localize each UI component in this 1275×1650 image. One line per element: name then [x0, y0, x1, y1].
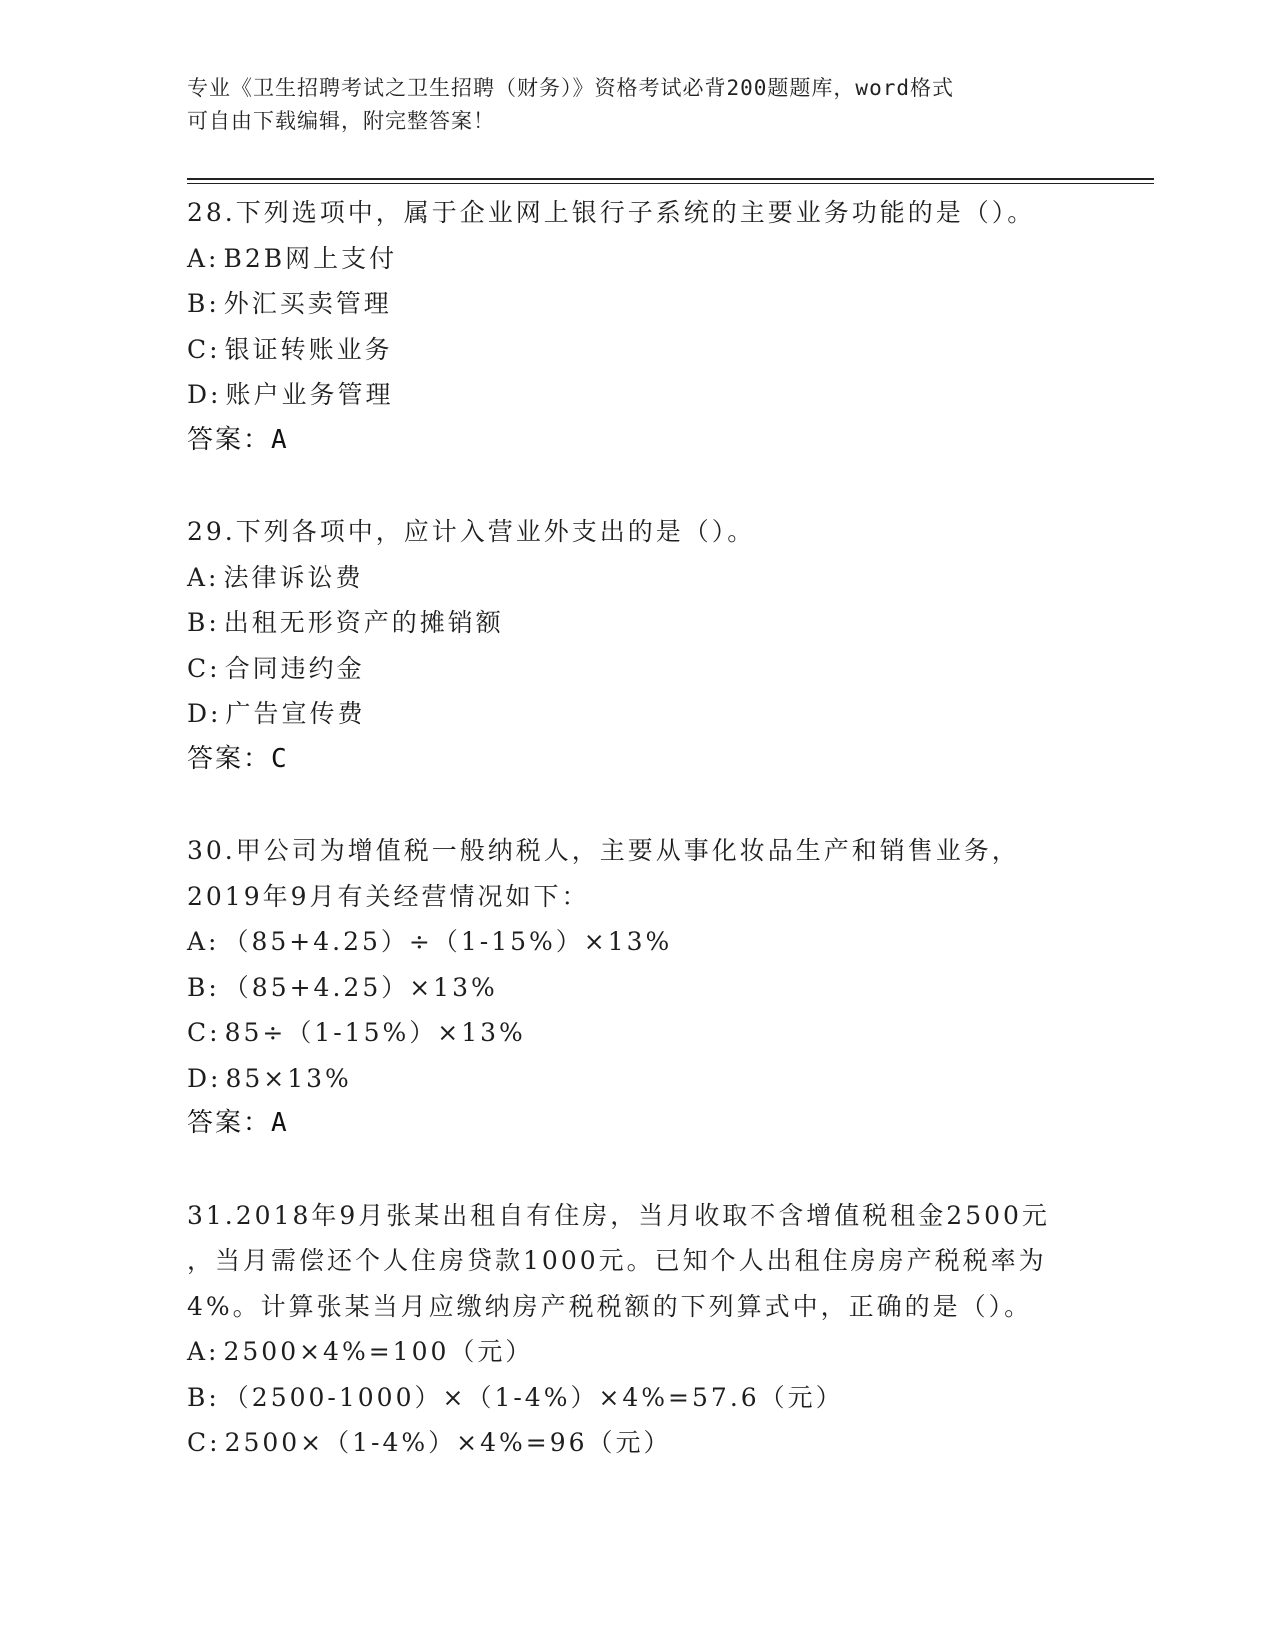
option-key: A: [187, 927, 220, 956]
option-d [187, 372, 1087, 418]
option-a [187, 236, 1087, 282]
question-list [187, 190, 1087, 1512]
option-key: A: [187, 562, 220, 592]
answer-line [187, 737, 1087, 783]
option-key: C: [187, 1428, 221, 1457]
option-d [187, 1056, 1087, 1102]
answer-label: 答案： [187, 1108, 272, 1138]
question-stem-line-1: 30.甲公司为增值税一般纳税人，主要从事化妆品生产和销售业务， [187, 836, 1020, 865]
header-divider-thick [187, 178, 1154, 180]
option-text: （85+4.25）÷（1-15%）×13% [223, 927, 673, 956]
answer-line [187, 418, 1087, 464]
answer-label: 答案： [187, 743, 272, 774]
question-stem-line-2: 2019年9月有关经营情况如下： [187, 881, 590, 911]
option-key: B: [187, 608, 220, 637]
option-key: A: [187, 1337, 220, 1366]
option-text: 出租无形资产的摊销额 [223, 608, 504, 637]
question-30 [187, 828, 1087, 1147]
option-key: D: [187, 1063, 222, 1093]
answer-line [187, 1101, 1087, 1147]
option-text: 银证转账业务 [224, 334, 393, 364]
option-key: C: [187, 1018, 221, 1047]
option-key: D: [187, 380, 222, 409]
option-key: C: [187, 653, 221, 683]
answer-value: A [271, 424, 289, 455]
option-b [187, 600, 1087, 646]
option-b [187, 1375, 1087, 1421]
option-c [187, 1420, 1087, 1466]
question-stem-line-2: ，当月需偿还个人住房贷款1000元。已知个人出租住房房产税税率为 [187, 1246, 1047, 1275]
option-c [187, 327, 1087, 373]
option-a [187, 555, 1087, 601]
answer-label: 答案： [187, 424, 272, 455]
option-text: 2500×（1-4%）×4%=96（元） [224, 1428, 672, 1457]
question-stem-line-1: 31.2018年9月张某出租自有住房，当月收取不含增值税租金2500元 [187, 1200, 1050, 1230]
option-text: （2500-1000）×（1-4%）×4%=57.6（元） [223, 1382, 844, 1412]
option-key: D: [187, 699, 222, 728]
option-a [187, 1329, 1087, 1375]
option-text: 85×13% [225, 1063, 352, 1093]
option-key: B: [187, 972, 220, 1002]
option-key: B: [187, 289, 220, 318]
header-line-1: 专业《卫生招聘考试之卫生招聘（财务）》资格考试必背200题题库，word格式 [187, 76, 954, 100]
option-text: 合同违约金 [224, 653, 365, 683]
option-text: 账户业务管理 [225, 380, 394, 409]
question-stem-line-3: 4%。计算张某当月应缴纳房产税税额的下列算式中，正确的是（）。 [187, 1291, 1033, 1321]
option-c [187, 646, 1087, 692]
answer-value: A [271, 1108, 289, 1138]
option-text: 85÷（1-15%）×13% [224, 1018, 526, 1047]
question-31 [187, 1193, 1087, 1466]
question-29 [187, 509, 1087, 782]
option-key: C: [187, 334, 221, 364]
option-d [187, 691, 1087, 737]
option-text: 法律诉讼费 [223, 562, 364, 592]
option-key: B: [187, 1382, 220, 1412]
question-stem: 28.下列选项中，属于企业网上银行子系统的主要业务功能的是（）。 [187, 198, 1036, 227]
question-28 [187, 190, 1087, 463]
header-divider-thin [187, 183, 1154, 184]
option-text: （85+4.25）×13% [223, 972, 498, 1002]
answer-value: C [271, 743, 289, 774]
header-line-2: 可自由下载编辑，附完整答案！ [187, 109, 495, 133]
option-key: A: [187, 243, 220, 273]
option-text: 外汇买卖管理 [223, 289, 392, 318]
option-text: 广告宣传费 [225, 699, 366, 728]
option-b [187, 281, 1087, 327]
document-header [187, 72, 1067, 138]
option-text: B2B网上支付 [223, 243, 398, 273]
option-b [187, 965, 1087, 1011]
option-text: 2500×4%=100（元） [223, 1337, 534, 1366]
question-stem: 29.下列各项中，应计入营业外支出的是（）。 [187, 517, 756, 546]
option-a [187, 919, 1087, 965]
option-c [187, 1010, 1087, 1056]
